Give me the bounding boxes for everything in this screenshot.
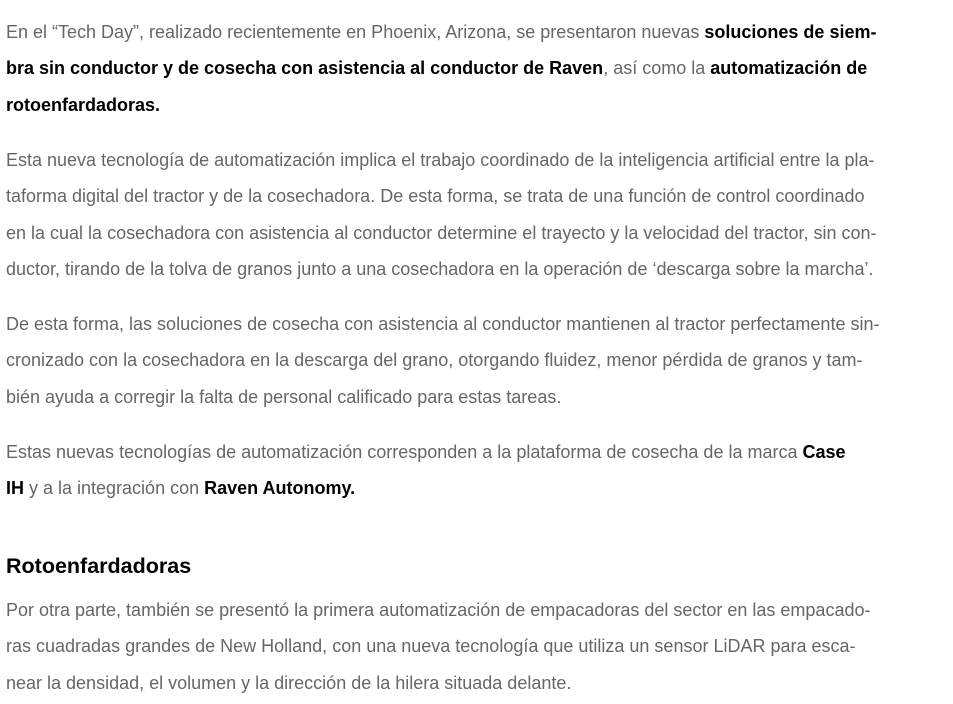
- text-span: En el “Tech Day”, realizado recientemente en Phoenix, Arizona, se presentaron nuevas: [6, 22, 705, 42]
- bold-text: soluciones de siem-: [704, 22, 877, 42]
- text-span: , así como la: [603, 58, 711, 79]
- paragraph-line: [6, 14, 876, 50]
- bold-text: Case: [802, 442, 846, 462]
- paragraph-line: bién ayuda a corregir la falta de personal calificado para estas tareas.: [6, 386, 562, 407]
- paragraph-line: ras cuadradas grandes de New Holland, con una nueva tecnología que utiliza un sensor LiDAR para esca-: [6, 636, 856, 657]
- paragraph-line: Por otra parte, también se presentó la primera automatización de empacadoras del sector en las empacado-: [6, 600, 871, 620]
- paragraph-line: [6, 87, 876, 123]
- paragraph-line: [6, 470, 846, 506]
- paragraph-line: ductor, tirando de la tolva de granos junto a una cosechadora en la operación de ‘descarga sobre la marcha’.: [6, 258, 874, 279]
- paragraph-line: [6, 50, 876, 86]
- bold-text: rotoenfardadoras.: [6, 94, 161, 115]
- paragraph-line: [6, 434, 846, 470]
- text-span: y a la integración con: [24, 478, 205, 499]
- paragraph-intro: [6, 14, 876, 123]
- bold-text: Raven Autonomy.: [204, 478, 356, 499]
- text-span: Estas nuevas tecnologías de automatización corresponden a la plataforma de cosecha de la marca: [6, 442, 803, 462]
- paragraph-line: taforma digital del tractor y de la cosechadora. De esta forma, se trata de una función de control coordinado: [6, 186, 865, 207]
- paragraph-line: De esta forma, las soluciones de cosecha con asistencia al conductor mantienen al tractor perfectamente sin-: [6, 314, 880, 334]
- bold-text: automatización de: [710, 58, 868, 79]
- paragraph-line: cronizado con la cosechadora en la descarga del grano, otorgando fluidez, menor pérdida de granos y tam-: [6, 350, 863, 371]
- paragraph-line: Esta nueva tecnología de automatización implica el trabajo coordinado de la inteligencia artificial entre la pla-: [6, 150, 875, 170]
- bold-text: bra sin conductor y de cosecha con asistencia al conductor de Raven: [6, 58, 604, 79]
- paragraph-balers: [6, 592, 870, 701]
- paragraph-brands: [6, 434, 846, 507]
- paragraph-benefits: [6, 306, 879, 415]
- paragraph-line: en la cual la cosechadora con asistencia al conductor determine el trayecto y la velocidad del tractor, sin con-: [6, 222, 877, 243]
- paragraph-technology: [6, 142, 876, 287]
- bold-text: IH: [6, 478, 24, 499]
- paragraph-line: near la densidad, el volumen y la dirección de la hilera situada delante.: [6, 672, 572, 693]
- section-heading: Rotoenfardadoras: [6, 554, 192, 578]
